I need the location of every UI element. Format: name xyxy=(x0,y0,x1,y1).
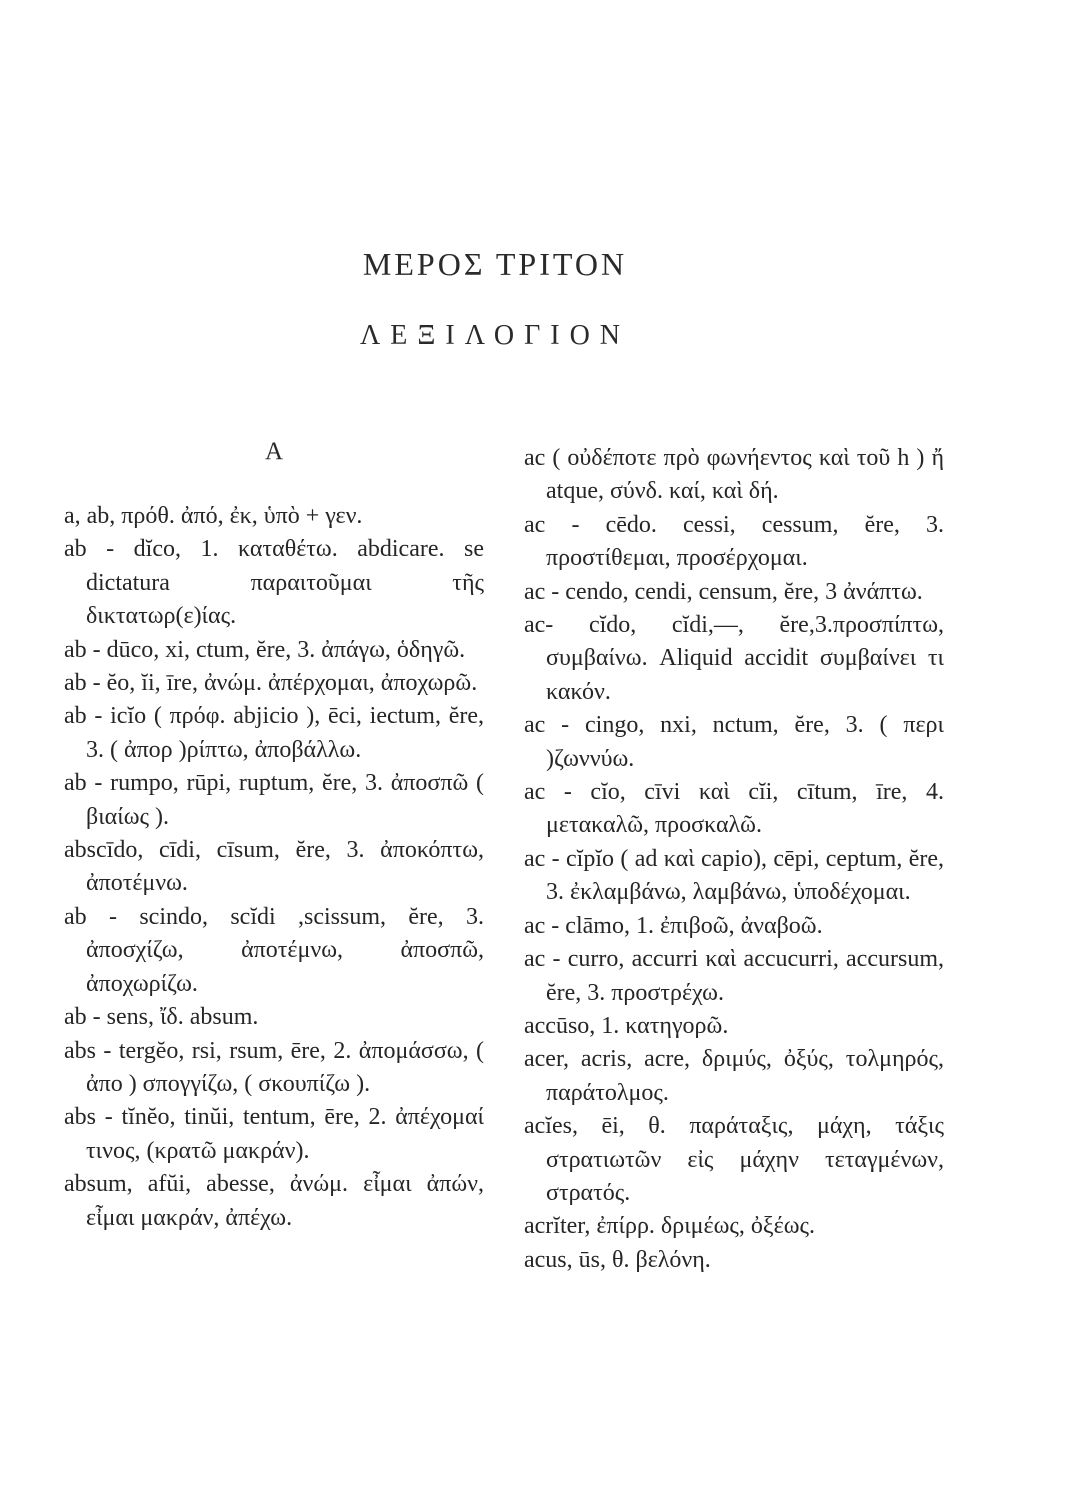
dictionary-entry: ab - dūco, xi, ctum, ĕre, 3. ἀπάγω, ὁδηγῶ. xyxy=(64,636,466,663)
part-title: ΜΕΡΟΣ ΤΡΙΤΟΝ xyxy=(362,246,628,282)
right-entries xyxy=(524,442,944,1277)
dictionary-entry: ab - sens, ἴδ. absum. xyxy=(64,1004,259,1031)
dictionary-entry: acus, ūs, θ. βελόνη. xyxy=(524,1246,711,1273)
dictionary-entry: ab - ĕo, ĭi, īre, ἀνώμ. ἀπέρχομαι, ἀποχωρῶ. xyxy=(64,670,478,697)
dictionary-entry: ab - scindo, scĭdi ,scissum, ĕre, 3. ἀποσχίζω, ἀποτέμνω, ἀποσπῶ, ἀποχωρίζω. xyxy=(64,903,484,997)
dictionary-entry: a, ab, πρόθ. ἀπό, ἐκ, ὑπὸ + γεν. xyxy=(64,503,363,529)
dictionary-entry: abs - tergĕo, rsi, rsum, ēre, 2. ἀπομάσσω, ( ἀπο ) σπογγίζω, ( σκουπίζω ). xyxy=(64,1037,484,1097)
dictionary-entry: acer, acris, acre, δριμύς, ὀξύς, τολμηρός, παράτολμος. xyxy=(524,1046,944,1106)
letter-heading: Α xyxy=(264,438,284,465)
dictionary-entry: ac - cendo, cendi, censum, ĕre, 3 ἀνάπτω. xyxy=(524,578,923,605)
dictionary-entry: abs - tĭnĕo, tinŭi, tentum, ēre, 2. ἀπέχομαί τινος, (κρατῶ μακράν). xyxy=(64,1104,484,1164)
lexicon-title: ΛΕΞΙΛΟΓΙΟΝ xyxy=(359,320,631,351)
dictionary-entry: absum, afŭi, abesse, ἀνώμ. εἶμαι ἀπών, εἶμαι μακράν, ἀπέχω. xyxy=(64,1171,484,1231)
dictionary-entry: ac- cĭdo, cĭdi,—, ĕre,3.προσπίπτω, συμβαίνω. Aliquid accidit συμβαίνει τι κακόν. xyxy=(524,612,944,705)
dictionary-entry: ac - cēdo. cessi, cessum, ĕre, 3. προστίθεμαι, προσέρχομαι. xyxy=(524,511,944,572)
dictionary-entry: ac - cingo, nxi, nctum, ĕre, 3. ( περι )ζωννύω. xyxy=(524,712,944,772)
dictionary-entry: ac - cĭo, cīvi καὶ cĭi, cītum, īre, 4. μετακαλῶ, προσκαλῶ. xyxy=(524,779,944,839)
dictionary-entry: ab - dĭco, 1. καταθέτω. abdicare. se dictatura παραιτοῦμαι τῆς δικτατωρ(ε)ίας. xyxy=(64,536,484,630)
dictionary-entry: acrĭter, ἐπίρρ. δριμέως, ὀξέως. xyxy=(524,1213,815,1240)
dictionary-entry: ac - cĭpĭo ( ad καὶ capio), cēpi, ceptum, ĕre, 3. ἐκλαμβάνω, λαμβάνω, ὑποδέχομαι. xyxy=(524,845,944,906)
dictionary-entry: ac - clāmo, 1. ἐπιβοῶ, ἀναβοῶ. xyxy=(524,912,823,939)
dictionary-entry: ab - icĭo ( πρόφ. abjicio ), ēci, iectum, ĕre, 3. ( ἀπορ )ρίπτω, ἀποβάλλω. xyxy=(64,703,484,763)
dictionary-entry: accūso, 1. κατηγορῶ. xyxy=(524,1012,729,1039)
dictionary-entry: acĭes, ēi, θ. παράταξις, μάχη, τάξις στρατιωτῶν εἰς μάχην τεταγμένων, στρατός. xyxy=(524,1113,944,1206)
dictionary-entry: ac ( οὐδέποτε πρὸ φωνήεντος καὶ τοῦ h ) ἤ atque, σύνδ. καί, καὶ δή. xyxy=(524,445,944,505)
left-entries xyxy=(64,500,484,1235)
dictionary-entry: ab - rumpo, rūpi, ruptum, ĕre, 3. ἀποσπῶ ( βιαίως ). xyxy=(64,770,484,830)
dictionary-entry: abscīdo, cīdi, cīsum, ĕre, 3. ἀποκόπτω, ἀποτέμνω. xyxy=(64,837,484,897)
dictionary-entry: ac - curro, accurri καὶ accucurri, accursum, ĕre, 3. προστρέχω. xyxy=(524,946,944,1006)
